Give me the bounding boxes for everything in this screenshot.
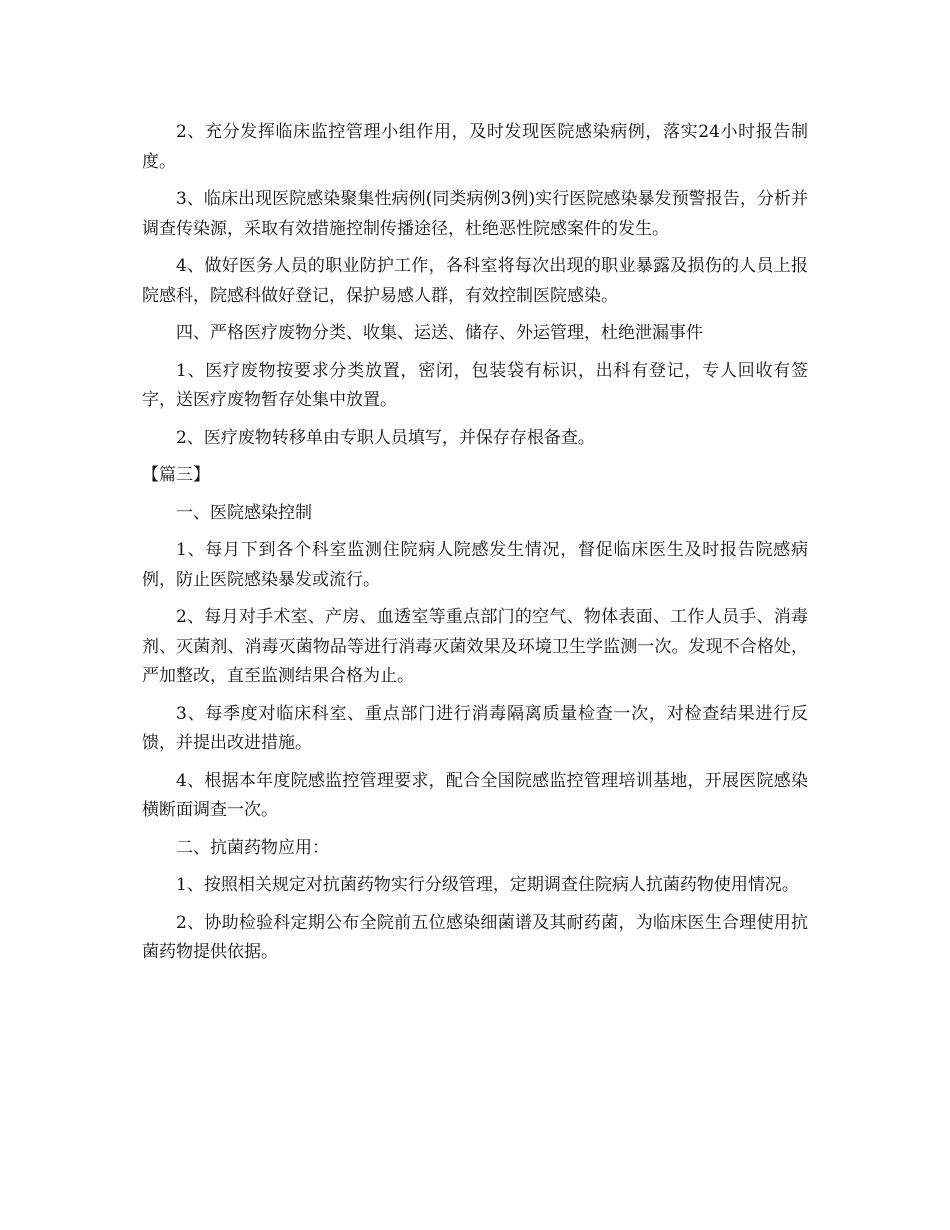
paragraph-item: 1、按照相关规定对抗菌药物实行分级管理，定期调查住院病人抗菌药物使用情况。 [176,875,799,895]
paragraph-item: 2、充分发挥临床监控管理小组作用，及时发现医院感染病例，落实24小时报告制度。 [142,122,808,172]
section-heading: 二、抗菌药物应用： [176,837,329,858]
paragraph-item: 3、每季度对临床科室、重点部门进行消毒隔离质量检查一次，对检查结果进行反馈，并提出改进措施。 [142,703,808,753]
document-body [142,118,808,976]
paragraph-item: 2、每月对手术室、产房、血透室等重点部门的空气、物体表面、工作人员手、消毒剂、灭菌剂、消毒灭菌物品等进行消毒灭菌效果及环境卫生学监测一次。发现不合格处，严加整改，直至监测结果合格为止。 [142,607,808,686]
section-heading: 一、医院感染控制 [176,502,312,523]
paragraph-item: 4、根据本年度院感监控管理要求，配合全国院感监控管理培训基地，开展医院感染横断面调查一次。 [142,770,808,820]
paragraph-item: 2、医疗废物转移单由专职人员填写，并保存存根备查。 [176,427,595,448]
paragraph-item: 1、医疗废物按要求分类放置，密闭，包装袋有标识，出科有登记，专人回收有签字，送医疗废物暂存处集中放置。 [142,360,808,410]
paragraph-item: 1、每月下到各个科室监测住院病人院感发生情况，督促临床医生及时报告院感病例，防止医院感染暴发或流行。 [142,540,808,590]
part-title: 【篇三】 [142,465,210,485]
paragraph-item: 3、临床出现医院感染聚集性病例(同类病例3例)实行医院感染暴发预警报告，分析并调查传染源，采取有效措施控制传播途径，杜绝恶性院感案件的发生。 [142,189,808,239]
section-heading: 四、严格医疗废物分类、收集、运送、储存、外运管理，杜绝泄漏事件 [176,323,703,343]
paragraph-item: 4、做好医务人员的职业防护工作，各科室将每次出现的职业暴露及损伤的人员上报院感科，院感科做好登记，保护易感人群，有效控制医院感染。 [142,256,808,306]
paragraph-item: 2、协助检验科定期公布全院前五位感染细菌谱及其耐药菌，为临床医生合理使用抗菌药物提供依据。 [142,912,808,962]
